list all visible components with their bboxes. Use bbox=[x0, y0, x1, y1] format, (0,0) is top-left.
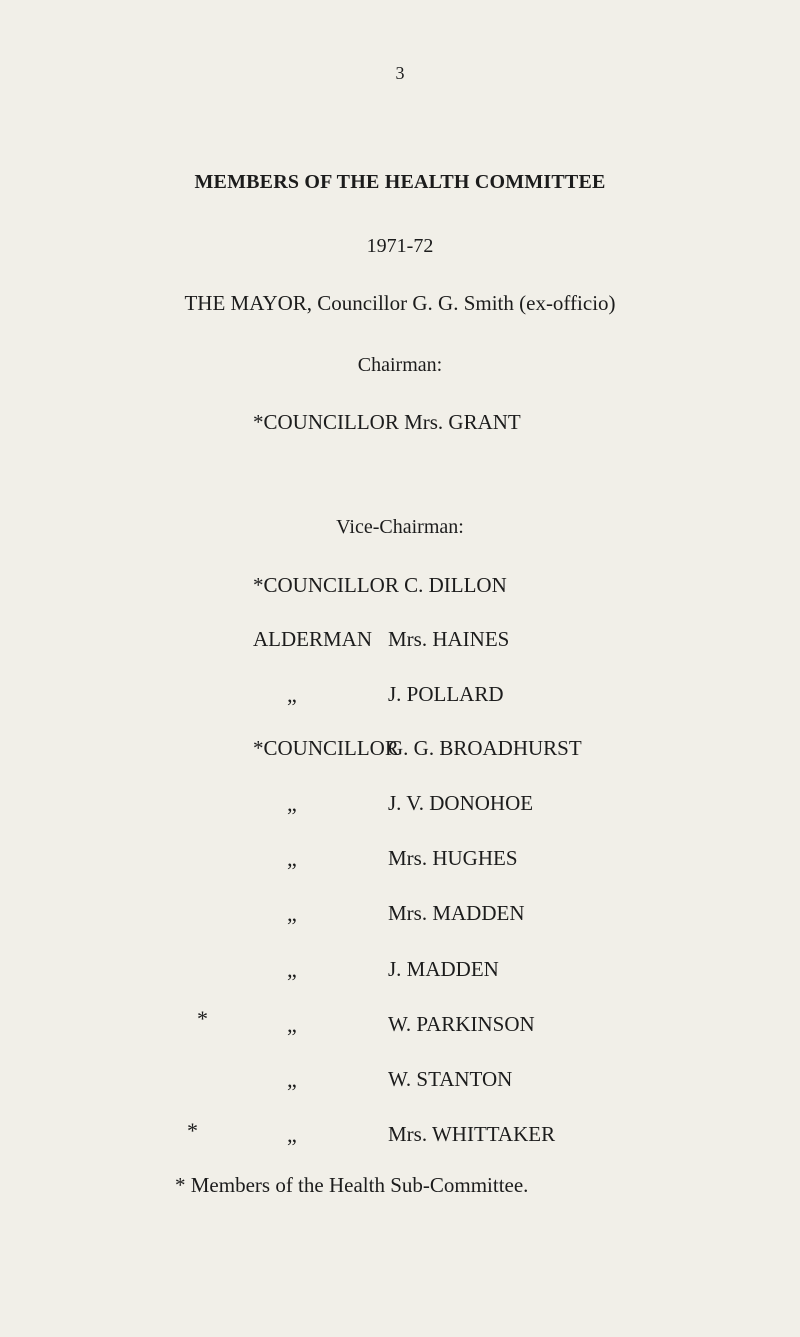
sub-committee-asterisk: * bbox=[253, 410, 264, 434]
ditto-mark: „ bbox=[287, 791, 297, 816]
sub-committee-asterisk: * bbox=[197, 1006, 208, 1031]
vice-chairman-name: COUNCILLOR C. DILLON bbox=[263, 573, 507, 597]
member-name: Mrs. MADDEN bbox=[388, 901, 525, 925]
chairman-name: COUNCILLOR Mrs. GRANT bbox=[263, 410, 521, 434]
footnote bbox=[175, 1175, 528, 1196]
sub-committee-asterisk: * bbox=[253, 573, 264, 597]
ditto-mark: „ bbox=[287, 1067, 297, 1092]
ditto-mark: „ bbox=[287, 901, 297, 926]
sub-committee-asterisk: * bbox=[253, 736, 264, 760]
member-name: Mrs. HAINES bbox=[388, 627, 510, 651]
member-row bbox=[253, 627, 510, 651]
chairman-entry bbox=[253, 412, 521, 433]
chairman-label: Chairman: bbox=[357, 354, 443, 376]
ditto-mark: „ bbox=[287, 1122, 297, 1147]
member-name: J. POLLARD bbox=[388, 682, 504, 706]
vice-chairman-entry bbox=[253, 575, 507, 596]
footnote-text: Members of the Health Sub-Committee. bbox=[190, 1173, 529, 1197]
vice-chairman-label: Vice-Chairman: bbox=[336, 516, 464, 538]
member-title: ALDERMAN bbox=[253, 627, 372, 651]
ditto-mark: „ bbox=[287, 957, 297, 982]
member-name: Mrs. HUGHES bbox=[388, 846, 518, 870]
member-title: COUNCILLOR bbox=[263, 736, 399, 760]
ditto-mark: „ bbox=[287, 846, 297, 871]
member-name: J. V. DONOHOE bbox=[388, 791, 534, 815]
member-name: J. MADDEN bbox=[388, 957, 499, 981]
footnote-asterisk: * bbox=[175, 1173, 186, 1197]
member-row bbox=[253, 736, 582, 760]
ex-officio-member: THE MAYOR, Councillor G. G. Smith (ex-officio) bbox=[184, 291, 616, 315]
ditto-mark: „ bbox=[287, 1012, 297, 1037]
sub-committee-asterisk: * bbox=[187, 1118, 198, 1143]
member-name: W. PARKINSON bbox=[388, 1012, 535, 1036]
member-name: G. G. BROADHURST bbox=[388, 736, 582, 760]
ditto-mark: „ bbox=[287, 682, 297, 707]
member-name: Mrs. WHITTAKER bbox=[388, 1122, 556, 1146]
committee-heading: MEMBERS OF THE HEALTH COMMITTEE bbox=[194, 171, 606, 193]
page-number: 3 bbox=[395, 63, 405, 83]
member-name: W. STANTON bbox=[388, 1067, 513, 1091]
session-year: 1971-72 bbox=[366, 235, 434, 257]
